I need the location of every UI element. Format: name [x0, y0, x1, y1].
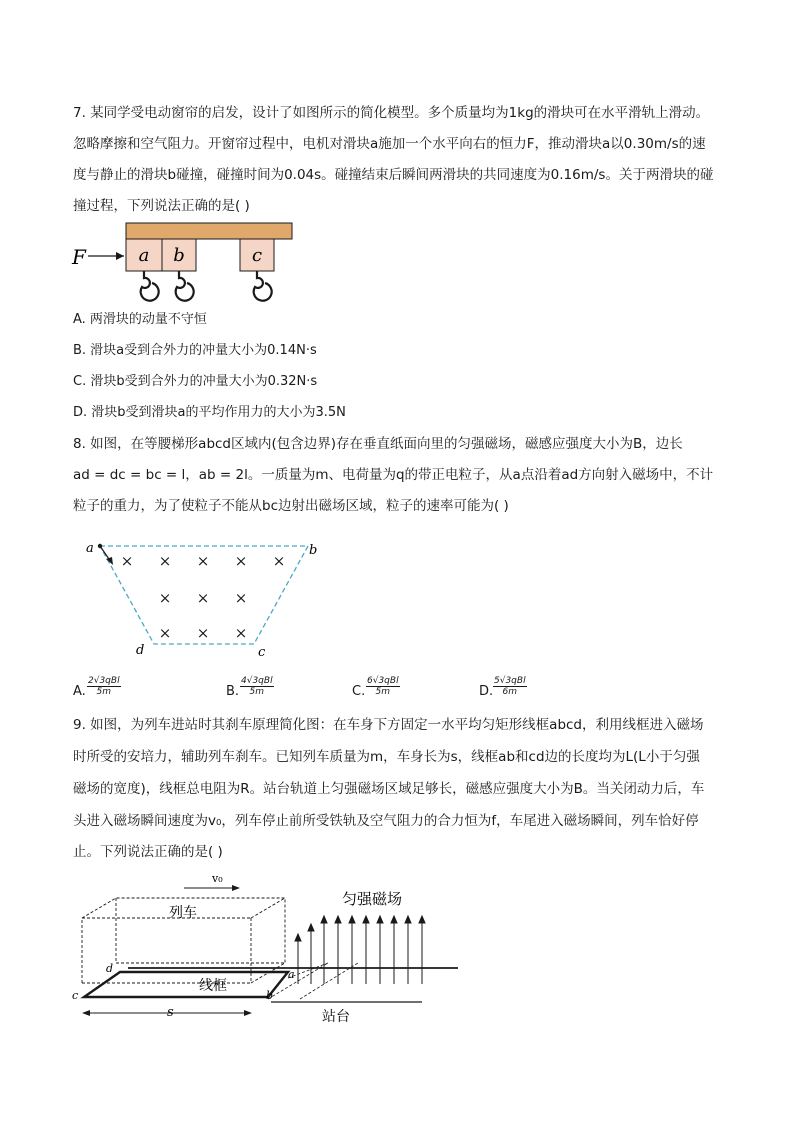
q7-hooks [141, 271, 272, 301]
field-mark: × [234, 624, 248, 642]
q9-line-5: 止。下列说法正确的是( ) [73, 844, 223, 860]
q8-option-d-label: D. [479, 684, 494, 699]
q9-platform-label: 站台 [322, 1009, 350, 1025]
q8-label-c: c [258, 645, 266, 660]
q7-option-c: C. 滑块b受到合外力的冲量大小为0.32N·s [73, 374, 318, 389]
field-mark: × [234, 552, 248, 570]
field-mark: × [196, 552, 210, 570]
field-mark: × [234, 589, 248, 607]
q8-option-b-value: 4√3qBl 5m [241, 676, 273, 697]
q7-figure [68, 220, 298, 305]
field-mark: × [272, 552, 286, 570]
q7-line-4: 撞过程，下列说法正确的是( ) [73, 198, 250, 214]
q9-label-d: d [106, 962, 114, 975]
field-mark: × [196, 624, 210, 642]
q9-wire-frame [84, 972, 288, 997]
q8-option-b-label: B. [226, 684, 240, 699]
q9-train-label: 列车 [169, 905, 197, 921]
q9-velocity-label: v₀ [212, 872, 223, 885]
q8-option-a-label: A. [73, 684, 86, 699]
q8-label-b: b [309, 543, 318, 558]
q7-rail [126, 223, 292, 239]
q7-option-d: D. 滑块b受到滑块a的平均作用力的大小为3.5N [73, 405, 346, 420]
field-mark: × [158, 624, 172, 642]
q8-option-d-value: 5√3qBl 6m [494, 676, 526, 697]
q8-line-1: 8. 如图，在等腰梯形abcd区域内(包含边界)存在垂直纸面向里的匀强磁场，磁感应强度大小为B，边长 [73, 436, 683, 452]
q7-option-a: A. 两滑块的动量不守恒 [73, 312, 207, 327]
q9-line-3: 磁场的宽度)，线框总电阻为R。站台轨道上匀强磁场区域足够长，磁感应强度大小为B。当关闭动力后，车 [73, 781, 705, 797]
q9-figure [66, 868, 466, 1033]
field-mark: × [158, 589, 172, 607]
q9-frame-label: 线框 [199, 978, 227, 994]
q8-option-c-label: C. [352, 684, 366, 699]
q8-label-d: d [136, 643, 145, 658]
field-mark: × [196, 589, 210, 607]
q7-force-label: F [72, 245, 86, 269]
q8-line-3: 粒子的重力，为了使粒子不能从bc边射出磁场区域，粒子的速率可能为( ) [73, 498, 509, 514]
q9-label-b: b [266, 989, 274, 1002]
q8-option-c-value: 6√3qBl 5m [367, 676, 399, 697]
q7-line-1: 7. 某同学受电动窗帘的启发，设计了如图所示的简化模型。多个质量均为1kg的滑块可在水平滑轨上滑动。 [73, 105, 710, 121]
q7-label-a: a [138, 245, 150, 266]
q9-label-a: a [288, 968, 295, 981]
q8-line-2: ad = dc = bc = l，ab = 2l。一质量为m、电荷量为q的带正电粒子，从a点沿着ad方向射入磁场中，不计 [73, 467, 714, 483]
q9-length-label: s [167, 1005, 174, 1020]
q9-label-c: c [72, 989, 79, 1002]
q7-label-b: b [173, 245, 185, 266]
field-mark: × [120, 552, 134, 570]
q8-label-a: a [86, 541, 94, 556]
q7-line-3: 度与静止的滑块b碰撞，碰撞时间为0.04s。碰撞结束后瞬间两滑块的共同速度为0.16m/s。关于两滑块的碰 [73, 167, 714, 183]
q9-field-arrows [295, 916, 425, 984]
q7-label-c: c [251, 245, 263, 266]
q7-line-2: 忽略摩擦和空气阻力。开窗帘过程中，电机对滑块a施加一个水平向右的恒力F，推动滑块a以0.30m/s的速 [73, 136, 706, 152]
q8-figure [80, 536, 330, 661]
q9-line-4: 头进入磁场瞬间速度为v₀，列车停止前所受铁轨及空气阻力的合力恒为f，车尾进入磁场瞬间，列车恰好停 [73, 813, 699, 829]
q9-line-1: 9. 如图，为列车进站时其刹车原理简化图：在车身下方固定一水平均匀矩形线框abcd，利用线框进入磁场 [73, 717, 704, 733]
field-mark: × [158, 552, 172, 570]
q8-option-a-value: 2√3qBl 5m [88, 676, 120, 697]
q9-line-2: 时所受的安培力，辅助列车刹车。已知列车质量为m，车身长为s，线框ab和cd边的长度均为L(L小于匀强 [73, 749, 700, 765]
q7-option-b: B. 滑块a受到合外力的冲量大小为0.14N·s [73, 343, 317, 358]
q9-field-label: 匀强磁场 [342, 890, 403, 908]
